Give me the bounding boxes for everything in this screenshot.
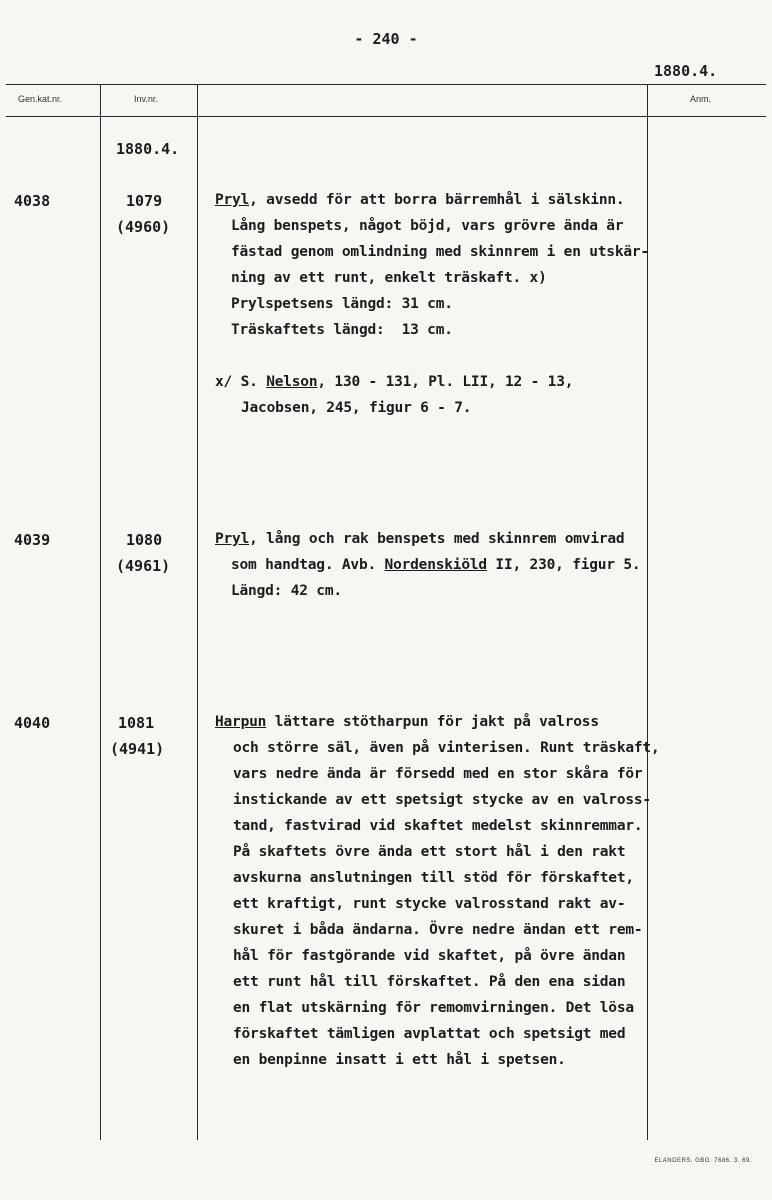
collection-label: 1880.4. <box>116 140 180 158</box>
footnote-line: x/ S. Nelson, 130 - 131, Pl. LII, 12 - 13, <box>215 374 574 390</box>
inv-number: 1079 <box>126 192 163 210</box>
header-bottom-rule <box>6 116 766 117</box>
inv-number: 1080 <box>126 531 163 549</box>
description-line: en benpinne insatt i ett hål i spetsen. <box>233 1052 566 1068</box>
old-inv-number: (4941) <box>110 740 165 758</box>
description-line: ett kraftigt, runt stycke valrosstand rakt av- <box>233 896 626 912</box>
measurement-line: Längd: 42 cm. <box>231 583 342 599</box>
description-text: , lång och rak benspets med skinnrem omvirad <box>249 531 625 547</box>
description-text: , avsedd för att borra bärremhål i sälskinn. <box>249 192 625 208</box>
description-line: som handtag. Avb. Nordenskiöld II, 230, figur 5. <box>231 557 641 573</box>
description-line: På skaftets övre ända ett stort hål i den rakt <box>233 844 626 860</box>
header-inv-nr: Inv.nr. <box>134 94 158 104</box>
measurement-line: Prylspetsens längd: 31 cm. <box>231 296 453 312</box>
description-line: skuret i båda ändarna. Övre nedre ändan ett rem- <box>233 922 643 938</box>
printer-footer: ELANDERS. GBG. 7686. 3. 69. <box>654 1158 752 1164</box>
gen-kat-number: 4039 <box>14 531 51 549</box>
description-line: instickande av ett spetsigt stycke av en valross- <box>233 792 651 808</box>
description-line: avskurna anslutningen till stöd för förskaftet, <box>233 870 634 886</box>
header-gen-kat-nr: Gen.kat.nr. <box>18 94 63 104</box>
column-divider-2 <box>197 85 198 1140</box>
footnote-line: Jacobsen, 245, figur 6 - 7. <box>241 400 472 416</box>
reference-author: Nelson <box>266 374 318 390</box>
description-line: tand, fastvirad vid skaftet medelst skinnremmar. <box>233 818 643 834</box>
reference-author: Nordenskiöld <box>384 557 487 573</box>
entry-title-line <box>215 192 624 208</box>
description-line: förskaftet tämligen avplattat och spetsigt med <box>233 1026 626 1042</box>
gen-kat-number: 4038 <box>14 192 51 210</box>
catalog-code: 1880.4. <box>654 62 718 80</box>
object-name: Harpun <box>215 714 267 730</box>
measurement-line: Träskaftets längd: 13 cm. <box>231 322 453 338</box>
object-name: Pryl <box>215 531 250 547</box>
description-line: och större säl, även på vinterisen. Runt träskaft, <box>233 740 660 756</box>
object-name: Pryl <box>215 192 250 208</box>
description-line: en flat utskärning för remomvirningen. Det lösa <box>233 1000 634 1016</box>
column-divider-1 <box>100 85 101 1140</box>
entry-title-line <box>215 531 624 547</box>
entry-title-line <box>215 714 599 730</box>
description-line: ning av ett runt, enkelt träskaft. x) <box>231 270 547 286</box>
header-top-rule <box>6 84 766 85</box>
description-line: fästad genom omlindning med skinnrem i en utskär- <box>231 244 649 260</box>
description-line: vars nedre ända är försedd med en stor skåra för <box>233 766 643 782</box>
description-line: ett runt hål till förskaftet. På den ena sidan <box>233 974 626 990</box>
old-inv-number: (4960) <box>116 218 171 236</box>
description-line: hål för fastgörande vid skaftet, på övre ändan <box>233 948 626 964</box>
old-inv-number: (4961) <box>116 557 171 575</box>
description-text: lättare stötharpun för jakt på valross <box>266 714 599 730</box>
description-line: Lång benspets, något böjd, vars grövre ända är <box>231 218 624 234</box>
page-number: - 240 - <box>354 30 418 48</box>
gen-kat-number: 4040 <box>14 714 51 732</box>
inv-number: 1081 <box>118 714 155 732</box>
header-anm: Anm. <box>690 94 712 104</box>
